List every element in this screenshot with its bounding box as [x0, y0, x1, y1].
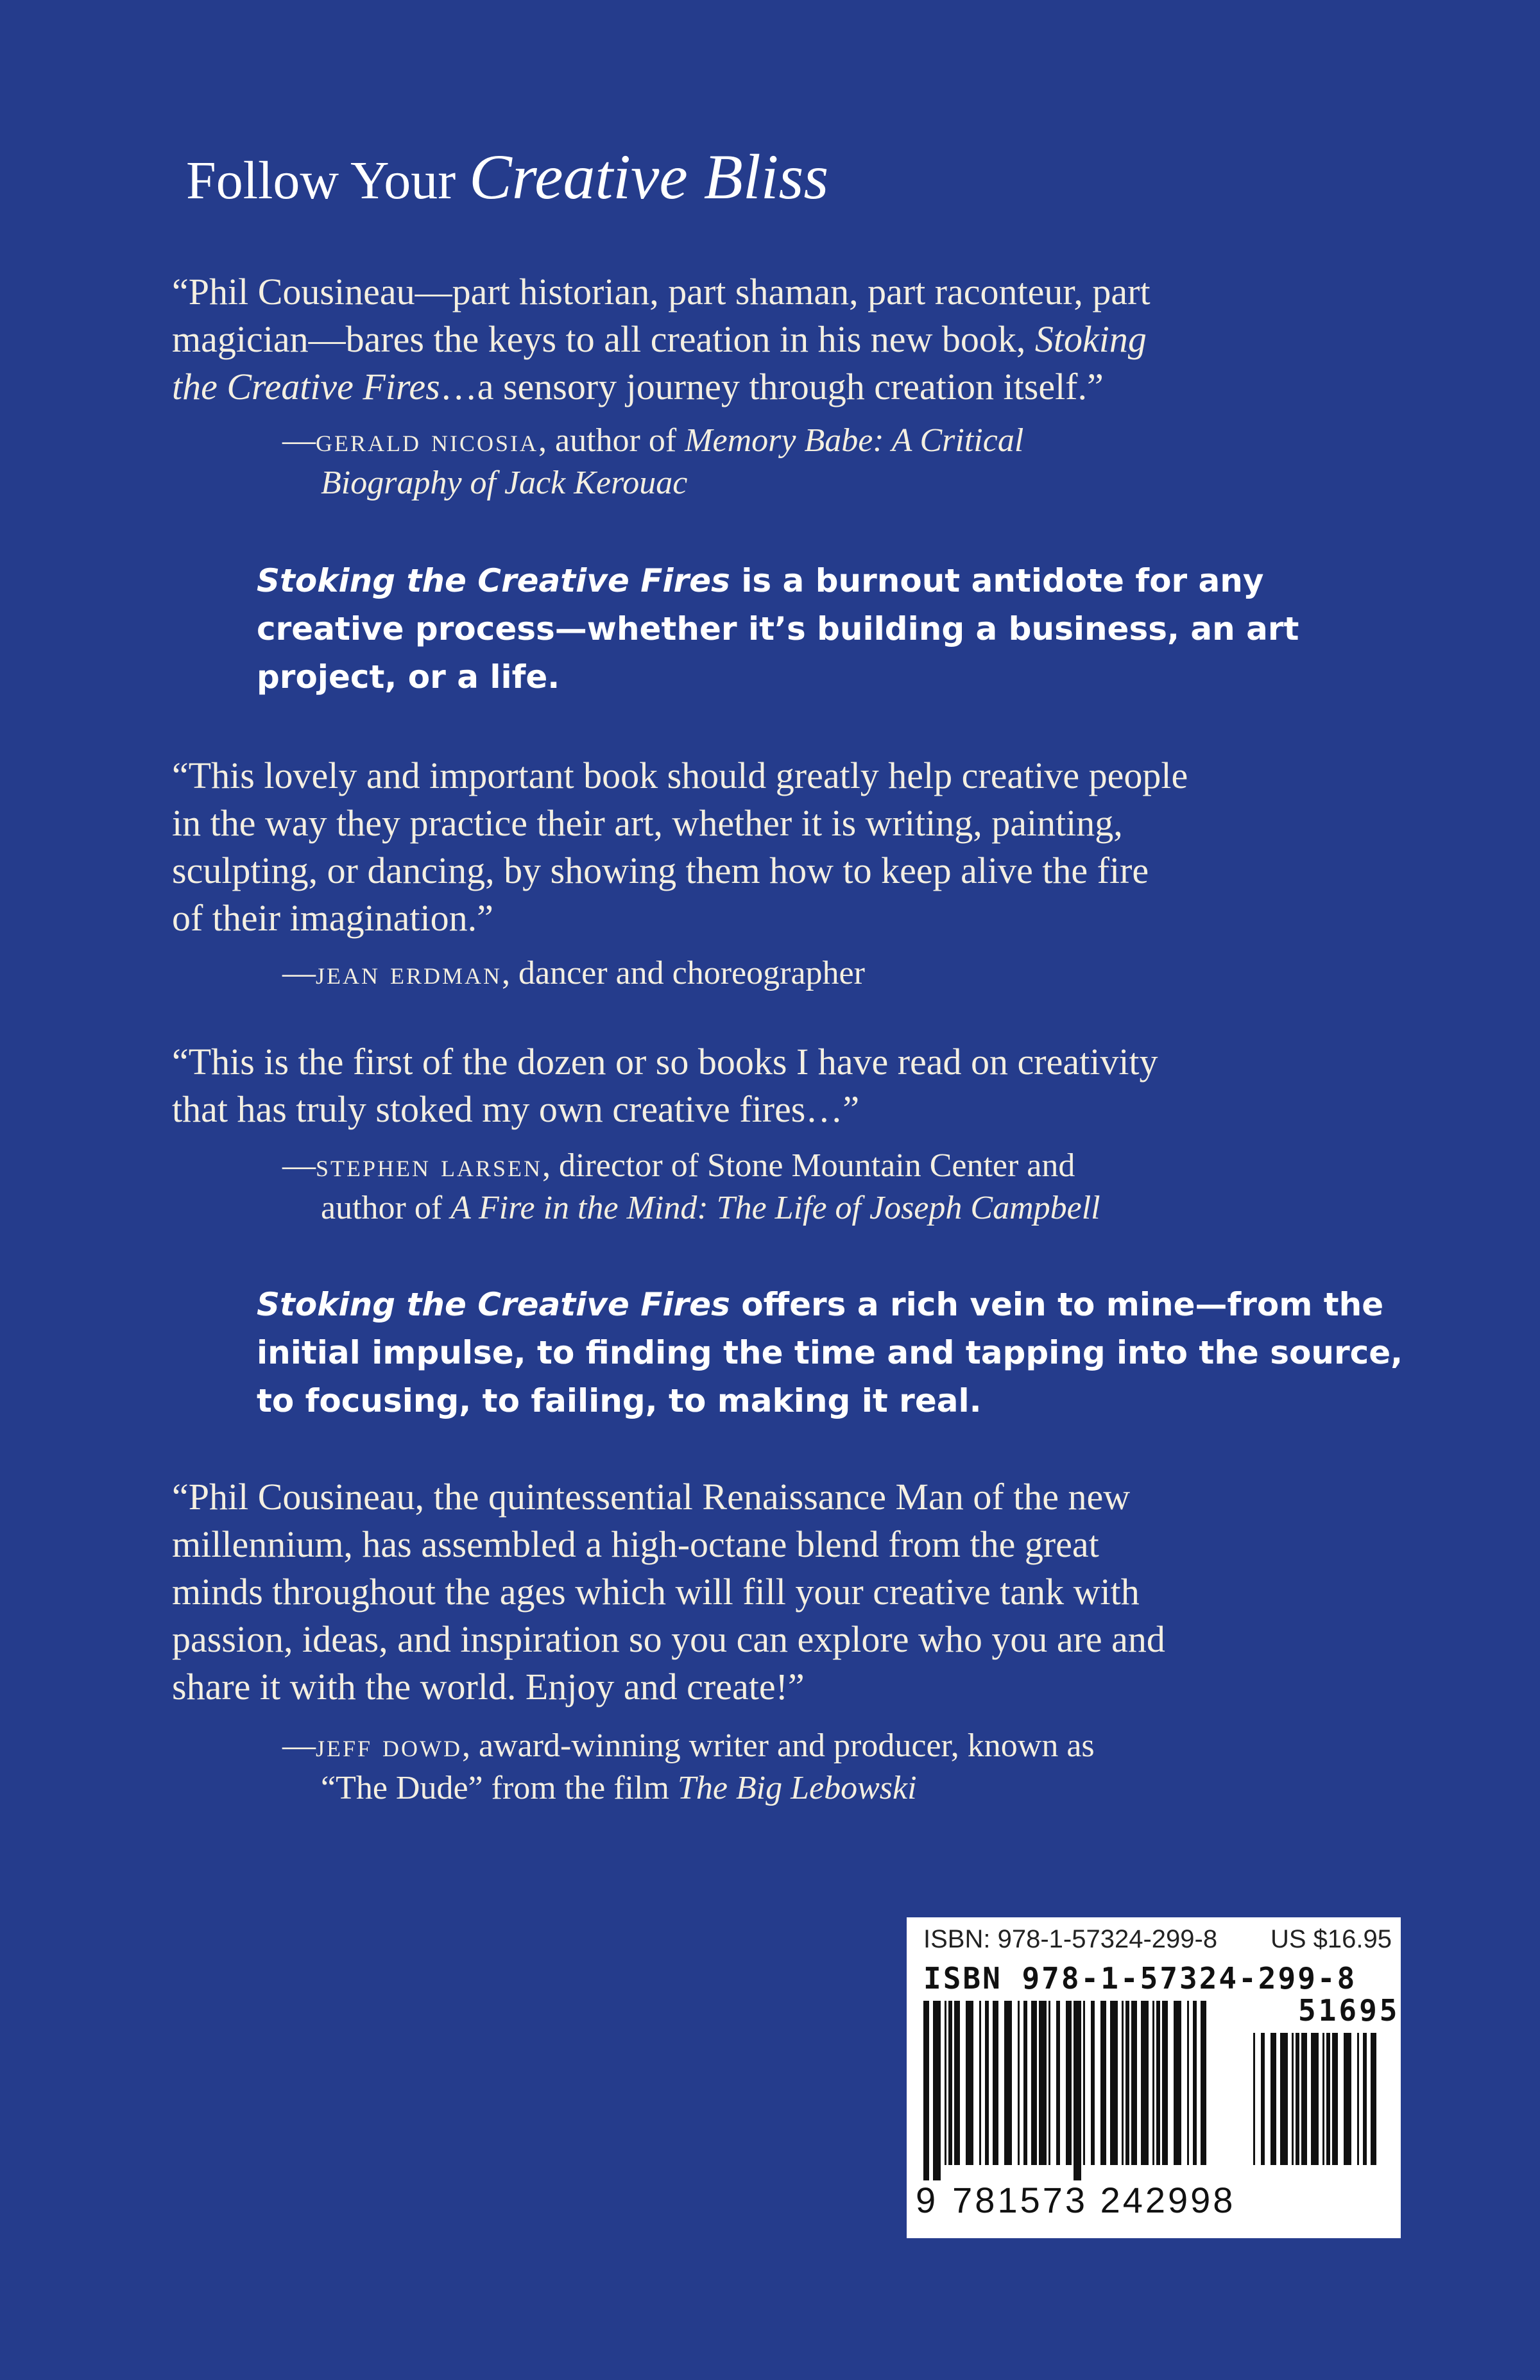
isbn-mono: ISBN 978-1-57324-299-8 [923, 1961, 1357, 1996]
attribution-text: , dancer and choreographer [502, 955, 865, 991]
barcode-bar [1091, 2001, 1095, 2165]
attribution-nicosia [282, 420, 1277, 504]
barcode-bar [1131, 2001, 1137, 2165]
quote-larsen [172, 1038, 1365, 1133]
barcode-bar [1270, 2033, 1276, 2165]
barcode-bar [945, 2001, 946, 2165]
barcode-bar [1187, 2001, 1189, 2165]
barcode-bar [1301, 2033, 1307, 2165]
blurb-line: project, or a life. [257, 658, 560, 696]
attribution-text: , award-winning writer and producer, known as [462, 1727, 1095, 1764]
blurb-title: Stoking the Creative Fires [257, 562, 730, 599]
barcode-bar [1056, 2001, 1060, 2165]
blurb-line: creative process—whether it’s building a business, an art [257, 610, 1299, 647]
barcode-bar [1201, 2001, 1206, 2165]
barcode-bar [985, 2001, 989, 2165]
isbn-label: ISBN: 978-1-57324-299-8 [923, 1925, 1218, 1953]
quote-erdman [172, 752, 1365, 942]
ean-digits [916, 2179, 1235, 2221]
dash: — [282, 422, 316, 459]
heading-emphasis: Creative Bliss [469, 141, 829, 212]
barcode-bar [1174, 2001, 1181, 2165]
isbn-price-row [923, 1925, 1392, 1954]
ean-first-digit: 9 [916, 2180, 939, 2220]
barcode-bar [966, 2001, 973, 2165]
barcode-bar [1156, 2001, 1160, 2165]
blurb-rich-vein [257, 1281, 1403, 1425]
barcode-bar [1162, 2001, 1168, 2165]
cover-heading [186, 140, 828, 214]
work-title: The Big Lebowski [677, 1770, 917, 1806]
quote-line [172, 316, 1365, 363]
barcode-bar [1292, 2033, 1294, 2165]
blurb-line [257, 557, 1386, 605]
author-name: jeff dowd [316, 1727, 463, 1764]
barcode-bar [1371, 2033, 1376, 2165]
barcode-bar [1141, 2001, 1149, 2165]
attribution-erdman [282, 952, 1277, 995]
barcode-bar [1048, 2001, 1050, 2165]
barcode-bar [1322, 2033, 1324, 2165]
barcode-bar [923, 2001, 929, 2180]
dash: — [282, 1147, 316, 1184]
barcode-bar [1193, 2001, 1197, 2165]
barcode-bar [948, 2001, 952, 2165]
author-name: stephen larsen [316, 1147, 543, 1184]
attribution-text: , director of Stone Mountain Center and [542, 1147, 1075, 1184]
quote-line: of their imagination.” [172, 897, 493, 939]
book-title: the Creative Fires [172, 366, 440, 407]
barcode-bar [933, 2001, 941, 2180]
attribution-text: author of [321, 1190, 451, 1226]
blurb-line: initial impulse, to finding the time and tapping into the source, [257, 1334, 1403, 1371]
work-title: Memory Babe: A Critical [685, 422, 1024, 459]
attribution-larsen [282, 1145, 1277, 1229]
barcode-bar [1018, 2001, 1020, 2165]
attribution-dowd [282, 1725, 1277, 1810]
work-title: A Fire in the Mind: The Life of Joseph Campbell [450, 1190, 1100, 1226]
quote-line: that has truly stoked my own creative fires…” [172, 1088, 860, 1130]
barcode-bar [993, 2001, 998, 2165]
quote-text: …a sensory journey through creation itself.” [440, 366, 1104, 407]
heading-prefix: Follow Your [186, 151, 470, 210]
quote-nicosia [172, 268, 1365, 411]
author-name: jean erdman [316, 955, 502, 991]
barcode-bar [1332, 2033, 1338, 2165]
barcode-bar [1363, 2033, 1367, 2165]
blurb-title: Stoking the Creative Fires [257, 1286, 730, 1323]
barcode-bar [1110, 2001, 1118, 2165]
quote-line: share it with the world. Enjoy and create!” [172, 1666, 805, 1708]
barcode-bar [1066, 2001, 1072, 2165]
barcode-bar [1039, 2001, 1047, 2165]
barcode-bar [954, 2001, 960, 2165]
barcode-bar [1023, 2001, 1027, 2165]
barcode-bar [1083, 2001, 1085, 2165]
barcode-block [907, 1917, 1401, 2238]
barcode-bar [1296, 2033, 1299, 2165]
attribution-line [282, 1187, 1277, 1229]
barcode-bar [979, 2001, 981, 2165]
barcode-bar [1280, 2033, 1288, 2165]
quote-line [172, 363, 1365, 411]
price-label: US $16.95 [1270, 1925, 1392, 1953]
quote-line: in the way they practice their art, whether it is writing, painting, [172, 802, 1123, 844]
quote-line: “This is the first of the dozen or so books I have read on creativity [172, 1041, 1158, 1083]
barcode-bar [1100, 2001, 1106, 2165]
book-title: Stoking [1034, 318, 1147, 360]
quote-line: sculpting, or dancing, by showing them how to keep alive the fire [172, 850, 1149, 891]
barcode-bar [1357, 2033, 1359, 2165]
barcode-bar [1311, 2033, 1319, 2165]
dash: — [282, 1727, 316, 1764]
quote-line: “This lovely and important book should greatly help creative people [172, 755, 1188, 796]
dash: — [282, 955, 316, 991]
quote-text: magician—bares the keys to all creation in his new book, [172, 318, 1035, 360]
quote-dowd [172, 1473, 1365, 1711]
blurb-line [257, 1281, 1386, 1329]
quote-line: millennium, has assembled a high-octane blend from the great [172, 1523, 1099, 1565]
ean13-barcode-image [923, 2001, 1212, 2180]
blurb-text: offers a rich vein to mine—from the [730, 1286, 1384, 1323]
quote-line: minds throughout the ages which will fill your creative tank with [172, 1571, 1140, 1613]
author-name: gerald nicosia [316, 422, 538, 459]
barcode-bar [1326, 2033, 1330, 2165]
quote-line: “Phil Cousineau, the quintessential Renaissance Man of the new [172, 1476, 1131, 1518]
barcode-bar [1031, 2001, 1037, 2165]
attribution-line [282, 1767, 1277, 1810]
barcode-bar [1152, 2001, 1154, 2165]
barcode-bar [1344, 2033, 1351, 2165]
quote-line: “Phil Cousineau—part historian, part shaman, part raconteur, part [172, 271, 1151, 312]
attribution-line [282, 1725, 1277, 1767]
barcode-bar [1125, 2001, 1129, 2165]
attribution-line [282, 420, 1277, 462]
price-code: 51695 [1298, 1993, 1400, 2028]
barcode-bar [1253, 2033, 1255, 2165]
quote-line: passion, ideas, and inspiration so you can explore who you are and [172, 1618, 1165, 1660]
barcode-bar [1261, 2033, 1265, 2165]
attribution-text: , author of [538, 422, 685, 459]
attribution-line [282, 952, 1277, 995]
work-title: Biography of Jack Kerouac [321, 465, 688, 501]
attribution-text: “The Dude” from the film [321, 1770, 678, 1806]
blurb-text: is a burnout antidote for any [730, 562, 1264, 599]
ean-rest-digits: 781573 242998 [952, 2180, 1236, 2220]
blurb-burnout [257, 557, 1386, 701]
attribution-line [282, 1145, 1277, 1187]
price-addon-barcode-image [1253, 2033, 1385, 2180]
blurb-line: to focusing, to failing, to making it real. [257, 1382, 982, 1419]
barcode-bar [1122, 2001, 1124, 2165]
barcode-bar [1004, 2001, 1012, 2165]
barcode-bar [1074, 2001, 1081, 2180]
